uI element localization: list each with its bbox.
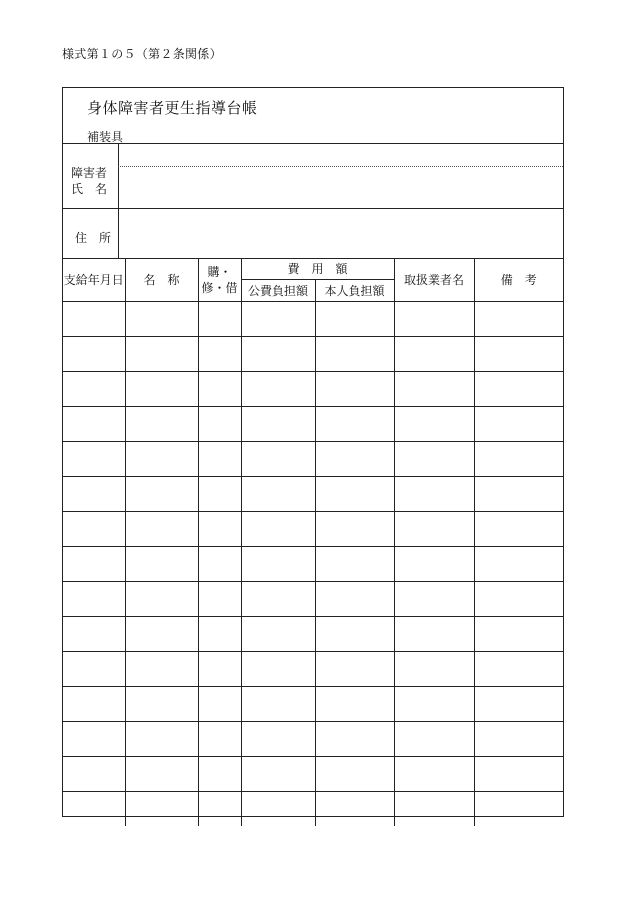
table-cell[interactable]	[315, 337, 394, 372]
table-cell[interactable]	[394, 512, 474, 547]
table-cell[interactable]	[474, 547, 563, 582]
table-row	[63, 407, 563, 442]
table-cell[interactable]	[474, 337, 563, 372]
table-cell[interactable]	[63, 302, 125, 337]
table-cell[interactable]	[474, 617, 563, 652]
table-cell[interactable]	[394, 442, 474, 477]
table-cell[interactable]	[315, 442, 394, 477]
table-cell[interactable]	[474, 512, 563, 547]
table-cell[interactable]	[198, 547, 241, 582]
table-cell[interactable]	[125, 687, 198, 722]
address-label: 住 所	[75, 231, 112, 245]
table-cell[interactable]	[474, 407, 563, 442]
table-cell[interactable]	[315, 372, 394, 407]
header-type	[198, 258, 241, 302]
table-cell[interactable]	[474, 757, 563, 792]
table-row	[63, 547, 563, 582]
table-cell[interactable]	[394, 792, 474, 827]
table-row	[63, 442, 563, 477]
table-cell[interactable]	[474, 722, 563, 757]
table-cell[interactable]	[241, 302, 315, 337]
table-cell[interactable]	[241, 722, 315, 757]
table-cell[interactable]	[394, 302, 474, 337]
table-cell[interactable]	[63, 652, 125, 687]
table-cell[interactable]	[241, 442, 315, 477]
table-cell[interactable]	[315, 302, 394, 337]
table-cell[interactable]	[63, 477, 125, 512]
table-cell[interactable]	[125, 582, 198, 617]
table-cell[interactable]	[241, 617, 315, 652]
table-cell[interactable]	[315, 477, 394, 512]
table-cell[interactable]	[198, 757, 241, 792]
header-item-name: 名 称	[125, 258, 198, 302]
table-cell[interactable]	[241, 757, 315, 792]
table-cell[interactable]	[198, 302, 241, 337]
table-cell[interactable]	[315, 722, 394, 757]
table-cell[interactable]	[394, 687, 474, 722]
table-cell[interactable]	[63, 792, 125, 827]
table-cell[interactable]	[241, 512, 315, 547]
name-field[interactable]	[119, 144, 563, 208]
table-cell[interactable]	[315, 687, 394, 722]
table-cell[interactable]	[198, 617, 241, 652]
table-cell[interactable]	[474, 372, 563, 407]
table-cell[interactable]	[198, 652, 241, 687]
form-subtitle: 補装具	[87, 130, 124, 144]
name-label-line1: 障害者	[71, 166, 108, 180]
table-cell[interactable]	[125, 337, 198, 372]
table-cell[interactable]	[394, 477, 474, 512]
table-row	[63, 687, 563, 722]
table-row	[63, 757, 563, 792]
header-remarks: 備 考	[474, 258, 563, 302]
table-cell[interactable]	[474, 792, 563, 827]
table-row	[63, 302, 563, 337]
table-cell[interactable]	[125, 547, 198, 582]
table-cell[interactable]	[474, 442, 563, 477]
table-cell[interactable]	[125, 442, 198, 477]
table-row	[63, 512, 563, 547]
table-cell[interactable]	[198, 687, 241, 722]
table-cell[interactable]	[394, 337, 474, 372]
table-cell[interactable]	[125, 722, 198, 757]
table-cell[interactable]	[63, 407, 125, 442]
table-row	[63, 617, 563, 652]
table-cell[interactable]	[241, 582, 315, 617]
table-cell[interactable]	[315, 617, 394, 652]
table-cell[interactable]	[125, 477, 198, 512]
table-cell[interactable]	[315, 512, 394, 547]
table-cell[interactable]	[315, 792, 394, 827]
table-cell[interactable]	[125, 652, 198, 687]
header-type-line2: 修・借	[201, 280, 238, 295]
form-title: 身体障害者更生指導台帳	[87, 99, 258, 117]
table-cell[interactable]	[125, 512, 198, 547]
table-cell[interactable]	[198, 337, 241, 372]
table-cell[interactable]	[63, 582, 125, 617]
table-row	[63, 792, 563, 827]
name-label-line2: 氏 名	[71, 182, 108, 196]
table-row	[63, 337, 563, 372]
table-cell[interactable]	[474, 687, 563, 722]
header-type-line1: 購・	[207, 264, 232, 279]
table-row	[63, 652, 563, 687]
table-cell[interactable]	[315, 582, 394, 617]
table-cell[interactable]	[315, 547, 394, 582]
table-cell[interactable]	[241, 477, 315, 512]
table-cell[interactable]	[474, 302, 563, 337]
table-cell[interactable]	[198, 722, 241, 757]
header-date: 支給年月日	[63, 258, 125, 302]
table-cell[interactable]	[394, 372, 474, 407]
table-cell[interactable]	[63, 512, 125, 547]
table-cell[interactable]	[474, 477, 563, 512]
table-cell[interactable]	[241, 337, 315, 372]
ledger-table	[63, 258, 563, 826]
table-cell[interactable]	[474, 652, 563, 687]
table-cell[interactable]	[63, 442, 125, 477]
table-cell[interactable]	[394, 582, 474, 617]
table-cell[interactable]	[394, 757, 474, 792]
table-cell[interactable]	[63, 617, 125, 652]
table-cell[interactable]	[125, 302, 198, 337]
table-cell[interactable]	[125, 617, 198, 652]
table-row	[63, 372, 563, 407]
table-cell[interactable]	[198, 442, 241, 477]
table-cell[interactable]	[241, 407, 315, 442]
header-public-cost: 公費負担額	[241, 280, 315, 302]
table-row	[63, 582, 563, 617]
table-cell[interactable]	[125, 372, 198, 407]
table-cell[interactable]	[63, 337, 125, 372]
table-cell[interactable]	[394, 617, 474, 652]
table-cell[interactable]	[125, 792, 198, 827]
table-cell[interactable]	[198, 512, 241, 547]
table-cell[interactable]	[198, 477, 241, 512]
table-cell[interactable]	[63, 722, 125, 757]
table-cell[interactable]	[241, 687, 315, 722]
table-cell[interactable]	[198, 407, 241, 442]
table-cell[interactable]	[63, 372, 125, 407]
table-cell[interactable]	[315, 407, 394, 442]
table-cell[interactable]	[315, 757, 394, 792]
ledger-form	[62, 87, 564, 817]
table-cell[interactable]	[63, 547, 125, 582]
table-cell[interactable]	[241, 792, 315, 827]
table-cell[interactable]	[241, 652, 315, 687]
table-cell[interactable]	[63, 757, 125, 792]
table-cell[interactable]	[241, 547, 315, 582]
table-cell[interactable]	[315, 652, 394, 687]
table-cell[interactable]	[198, 792, 241, 827]
table-cell[interactable]	[394, 722, 474, 757]
table-cell[interactable]	[63, 687, 125, 722]
form-number-label: 様式第１の５（第２条関係）	[62, 47, 222, 61]
table-cell[interactable]	[198, 372, 241, 407]
table-cell[interactable]	[198, 582, 241, 617]
header-vendor: 取扱業者名	[394, 258, 474, 302]
table-cell[interactable]	[241, 372, 315, 407]
table-cell[interactable]	[474, 582, 563, 617]
table-row	[63, 722, 563, 757]
table-cell[interactable]	[394, 652, 474, 687]
header-self-cost: 本人負担額	[315, 280, 394, 302]
table-cell[interactable]	[125, 407, 198, 442]
address-field[interactable]	[119, 209, 563, 258]
table-cell[interactable]	[394, 407, 474, 442]
table-cell[interactable]	[125, 757, 198, 792]
header-cost: 費 用 額	[241, 258, 394, 280]
table-row	[63, 477, 563, 512]
table-cell[interactable]	[394, 547, 474, 582]
